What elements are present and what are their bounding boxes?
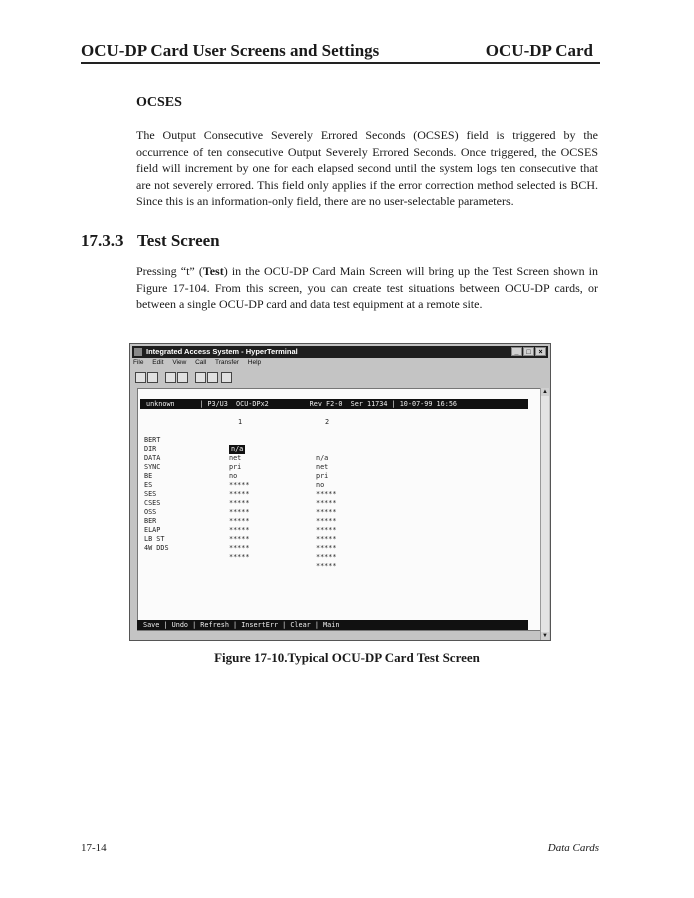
menu-view: View — [172, 359, 187, 366]
scroll-up-icon: ▲ — [542, 389, 548, 395]
row-value-2: no — [316, 481, 325, 489]
row-value-2: ***** — [316, 535, 337, 543]
column-1-header: 1 — [238, 418, 243, 426]
row-value-2: pri — [316, 472, 329, 480]
app-icon — [134, 348, 142, 356]
minimize-icon: _ — [511, 347, 522, 356]
row-value-1: pri — [229, 463, 242, 471]
open-icon — [147, 372, 158, 383]
row-label: LB ST — [144, 535, 165, 543]
new-icon — [135, 372, 146, 383]
row-value-2: ***** — [316, 499, 337, 507]
row-label: OSS — [144, 508, 157, 516]
section-text-before: Pressing “t” ( — [136, 264, 203, 278]
menu-file: File — [133, 359, 144, 366]
row-value-1: ***** — [229, 553, 250, 561]
row-value-1: ***** — [229, 544, 250, 552]
menu-edit: Edit — [152, 359, 164, 366]
row-value-1: ***** — [229, 490, 250, 498]
terminal-row — [144, 535, 337, 570]
disconnect-icon — [177, 372, 188, 383]
section-paragraph — [136, 263, 598, 313]
row-label: ES — [144, 481, 153, 489]
row-label: DATA — [144, 454, 161, 462]
footer-chapter: Data Cards — [547, 842, 599, 854]
section-number: 17.3.3 — [81, 231, 124, 250]
row-value-2: ***** — [316, 553, 337, 561]
row-value-1: ***** — [229, 481, 250, 489]
row-label: DIR — [144, 445, 157, 453]
ocses-heading: OCSES — [136, 95, 182, 110]
hyperterminal-window-screenshot — [129, 343, 551, 641]
window-menubar — [133, 359, 268, 370]
row-label: BE — [144, 472, 153, 480]
send-icon — [195, 372, 206, 383]
row-value-1: ***** — [229, 508, 250, 516]
menu-transfer: Transfer — [215, 359, 239, 366]
terminal-status-line: Save | Undo | Refresh | InsertErr | Clear | Main — [137, 620, 528, 630]
header-left-title: OCU-DP Card User Screens and Settings — [81, 41, 380, 60]
menu-help: Help — [247, 359, 262, 366]
scroll-down-icon: ▼ — [542, 633, 548, 639]
ocses-paragraph: The Output Consecutive Severely Errored Seconds (OCSES) field is triggered by the occurrence of ten consecutive Output Severely Errored Seconds. Once triggered, the OCSES field will increment by one for each elapsed second until the system logs ten consecutive that are not severely errored. This field only applies if the error correction method selected is BCH. Since this is an information-only field, there are no user-selectable parameters. — [136, 128, 598, 209]
connect-icon — [165, 372, 176, 383]
page-number: 17-14 — [81, 842, 107, 854]
row-value-2: ***** — [316, 562, 337, 570]
section-title: Test Screen — [137, 231, 220, 250]
row-label: BER — [144, 517, 157, 525]
row-value-1: ***** — [229, 517, 250, 525]
close-icon: × — [535, 347, 546, 356]
row-value-1: no — [229, 472, 238, 480]
row-value-2: ***** — [316, 526, 337, 534]
row-value-2: n/a — [316, 454, 329, 462]
row-label: SES — [144, 490, 157, 498]
receive-icon — [207, 372, 218, 383]
row-label: CSES — [144, 499, 161, 507]
terminal-area — [137, 388, 541, 631]
window-titlebar — [132, 346, 548, 358]
row-value-1: ***** — [229, 535, 250, 543]
section-heading — [81, 231, 220, 251]
window-title: Integrated Access System - HyperTerminal — [146, 347, 298, 356]
row-label: ELAP — [144, 526, 161, 534]
row-value-1: n/a — [231, 445, 244, 453]
row-label: BERT — [144, 436, 161, 444]
vertical-scrollbar — [540, 388, 549, 640]
row-value-1: net — [229, 454, 242, 462]
row-value-2: net — [316, 463, 329, 471]
page-header — [81, 40, 600, 64]
row-value-2: ***** — [316, 544, 337, 552]
column-2-header: 2 — [325, 418, 330, 426]
row-value-2: ***** — [316, 490, 337, 498]
section-text-after: ) in the OCU-DP Card Main Screen will bring up the Test Screen shown in Figure 17-104. From this screen, you can create test situations between OCU-DP cards, or between a single OCU-DP card and data test equipment at a remote site. — [136, 264, 598, 312]
maximize-icon: □ — [523, 347, 534, 356]
row-label: SYNC — [144, 463, 161, 471]
header-right-title: OCU-DP Card — [485, 41, 593, 60]
row-label: 4W DDS — [144, 544, 169, 552]
properties-icon — [221, 372, 232, 383]
row-value-1: ***** — [229, 499, 250, 507]
terminal-top-line: unknown | P3/U3 OCU-DPx2 Rev F2-0 Ser 11734 | 10-07-99 16:56 — [140, 399, 528, 409]
menu-call: Call — [195, 359, 207, 366]
row-value-2: ***** — [316, 517, 337, 525]
row-value-1: ***** — [229, 526, 250, 534]
row-value-2: ***** — [316, 508, 337, 516]
section-text-bold: Test — [202, 264, 224, 278]
figure-caption: Figure 17-10.Typical OCU-DP Card Test Screen — [214, 650, 480, 665]
